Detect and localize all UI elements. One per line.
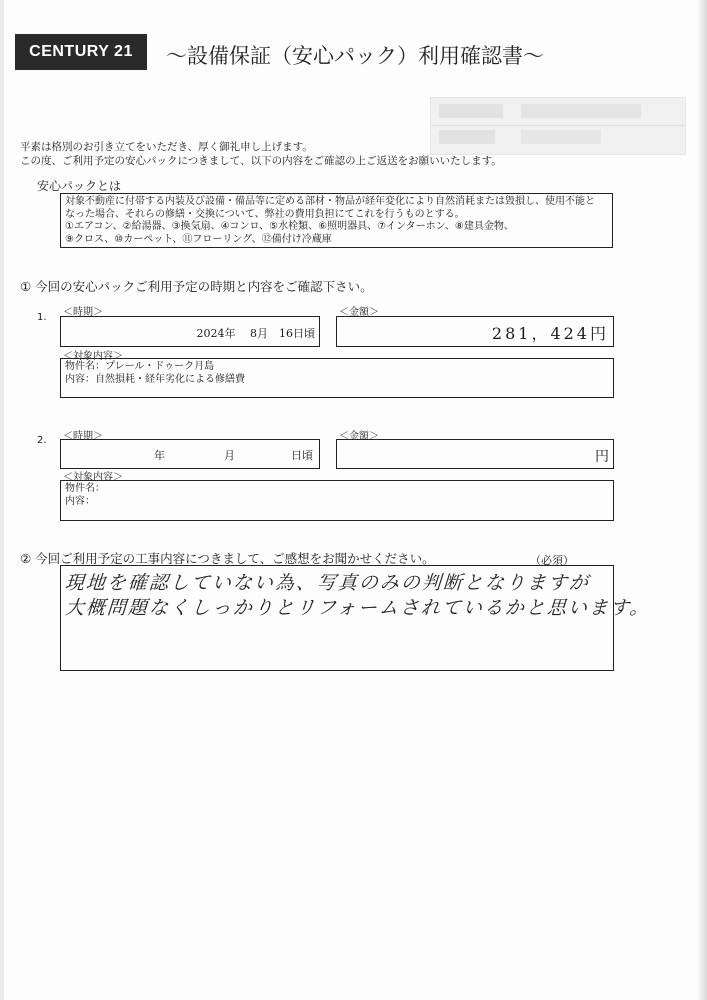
entry-2-month: 月 bbox=[224, 449, 235, 462]
about-line: ⑨クロス、⑩カーペット、⑪フローリング、⑫備付け冷蔵庫 bbox=[65, 233, 332, 245]
entry-2-number: 2. bbox=[37, 435, 47, 446]
entry-2-target-label: ＜対象内容＞ bbox=[63, 472, 123, 483]
question-1-label: ① 今回の安心パックご利用予定の時期と内容をご確認下さい。 bbox=[20, 279, 373, 294]
about-line: 対象不動産に付帯する内装及び設備・備品等に定める部材・物品が経年変化により自然消耗または毀損し、使用不能と bbox=[65, 196, 595, 207]
entry-1-amount-label: ＜金額＞ bbox=[339, 307, 379, 318]
handwritten-answer-line: 現地を確認していない為、写真のみの判断となりますが bbox=[64, 572, 591, 594]
question-2-label: ② 今回ご利用予定の工事内容につきまして、ご感想をお聞かせください。 bbox=[20, 551, 435, 566]
entry-1-target-box[interactable] bbox=[60, 358, 614, 398]
about-heading: 安心パックとは bbox=[37, 179, 122, 193]
redacted-stamp-area bbox=[430, 97, 686, 155]
feedback-box[interactable] bbox=[60, 565, 652, 671]
required-mark: （必須） bbox=[530, 554, 574, 567]
about-line: ①エアコン、②給湯器、③換気扇、④コンロ、⑤水栓類、⑥照明器具、⑦インターホン、⑧建具金物、 bbox=[65, 221, 514, 232]
entry-2-date-field[interactable] bbox=[60, 439, 320, 469]
entry-2-property: 物件名： bbox=[65, 483, 105, 494]
entry-2-amount-field[interactable] bbox=[336, 439, 614, 469]
greeting-line: 平素は格別のお引き立てをいただき、厚く御礼申し上げます。 bbox=[20, 141, 313, 153]
redacted-cell bbox=[439, 104, 503, 118]
entry-2-year: 年 bbox=[154, 449, 165, 462]
about-box bbox=[60, 193, 613, 248]
entry-2-target-box[interactable] bbox=[60, 480, 614, 521]
scan-right-edge bbox=[697, 0, 707, 1000]
redacted-cell bbox=[521, 104, 641, 118]
redacted-cell bbox=[439, 130, 495, 144]
entry-2-amount-label: ＜金額＞ bbox=[339, 431, 379, 442]
entry-1-content: 内容：自然損耗・経年劣化による修繕費 bbox=[65, 373, 245, 385]
document-title: ～設備保証（安心パック）利用確認書～ bbox=[166, 44, 544, 68]
redacted-divider bbox=[431, 125, 685, 126]
entry-2-day: 日頃 bbox=[291, 449, 313, 462]
entry-1-property: 物件名：プレール・ドゥーク月島 bbox=[65, 361, 215, 372]
entry-1-target-label: ＜対象内容＞ bbox=[63, 351, 123, 362]
greeting-line: この度、ご利用予定の安心パックにつきまして、以下の内容をご確認の上ご返送をお願いいたします。 bbox=[20, 155, 502, 167]
entry-1-date: 2024年 8月 16日頃 bbox=[196, 327, 315, 340]
redacted-cell bbox=[521, 130, 601, 144]
entry-2-period-label: ＜時期＞ bbox=[63, 431, 103, 442]
entry-1-number: 1. bbox=[37, 312, 47, 323]
entry-1-period-label: ＜時期＞ bbox=[63, 307, 103, 318]
entry-2-amount-unit: 円 bbox=[595, 449, 609, 465]
scan-left-edge bbox=[0, 0, 4, 1000]
handwritten-answer-line: 大概問題なくしっかりとリフォームされているかと思います。 bbox=[64, 597, 652, 619]
entry-2-content: 内容： bbox=[65, 495, 95, 507]
about-line: なった場合、それらの修繕・交換について、弊社の費用負担にてこれを行うものとする。 bbox=[65, 208, 465, 220]
entry-1-date-field[interactable] bbox=[60, 316, 320, 347]
century21-logo: CENTURY 21 bbox=[15, 34, 147, 70]
entry-1-amount-field[interactable] bbox=[336, 316, 614, 347]
entry-1-amount: 281，424円 bbox=[491, 324, 609, 343]
